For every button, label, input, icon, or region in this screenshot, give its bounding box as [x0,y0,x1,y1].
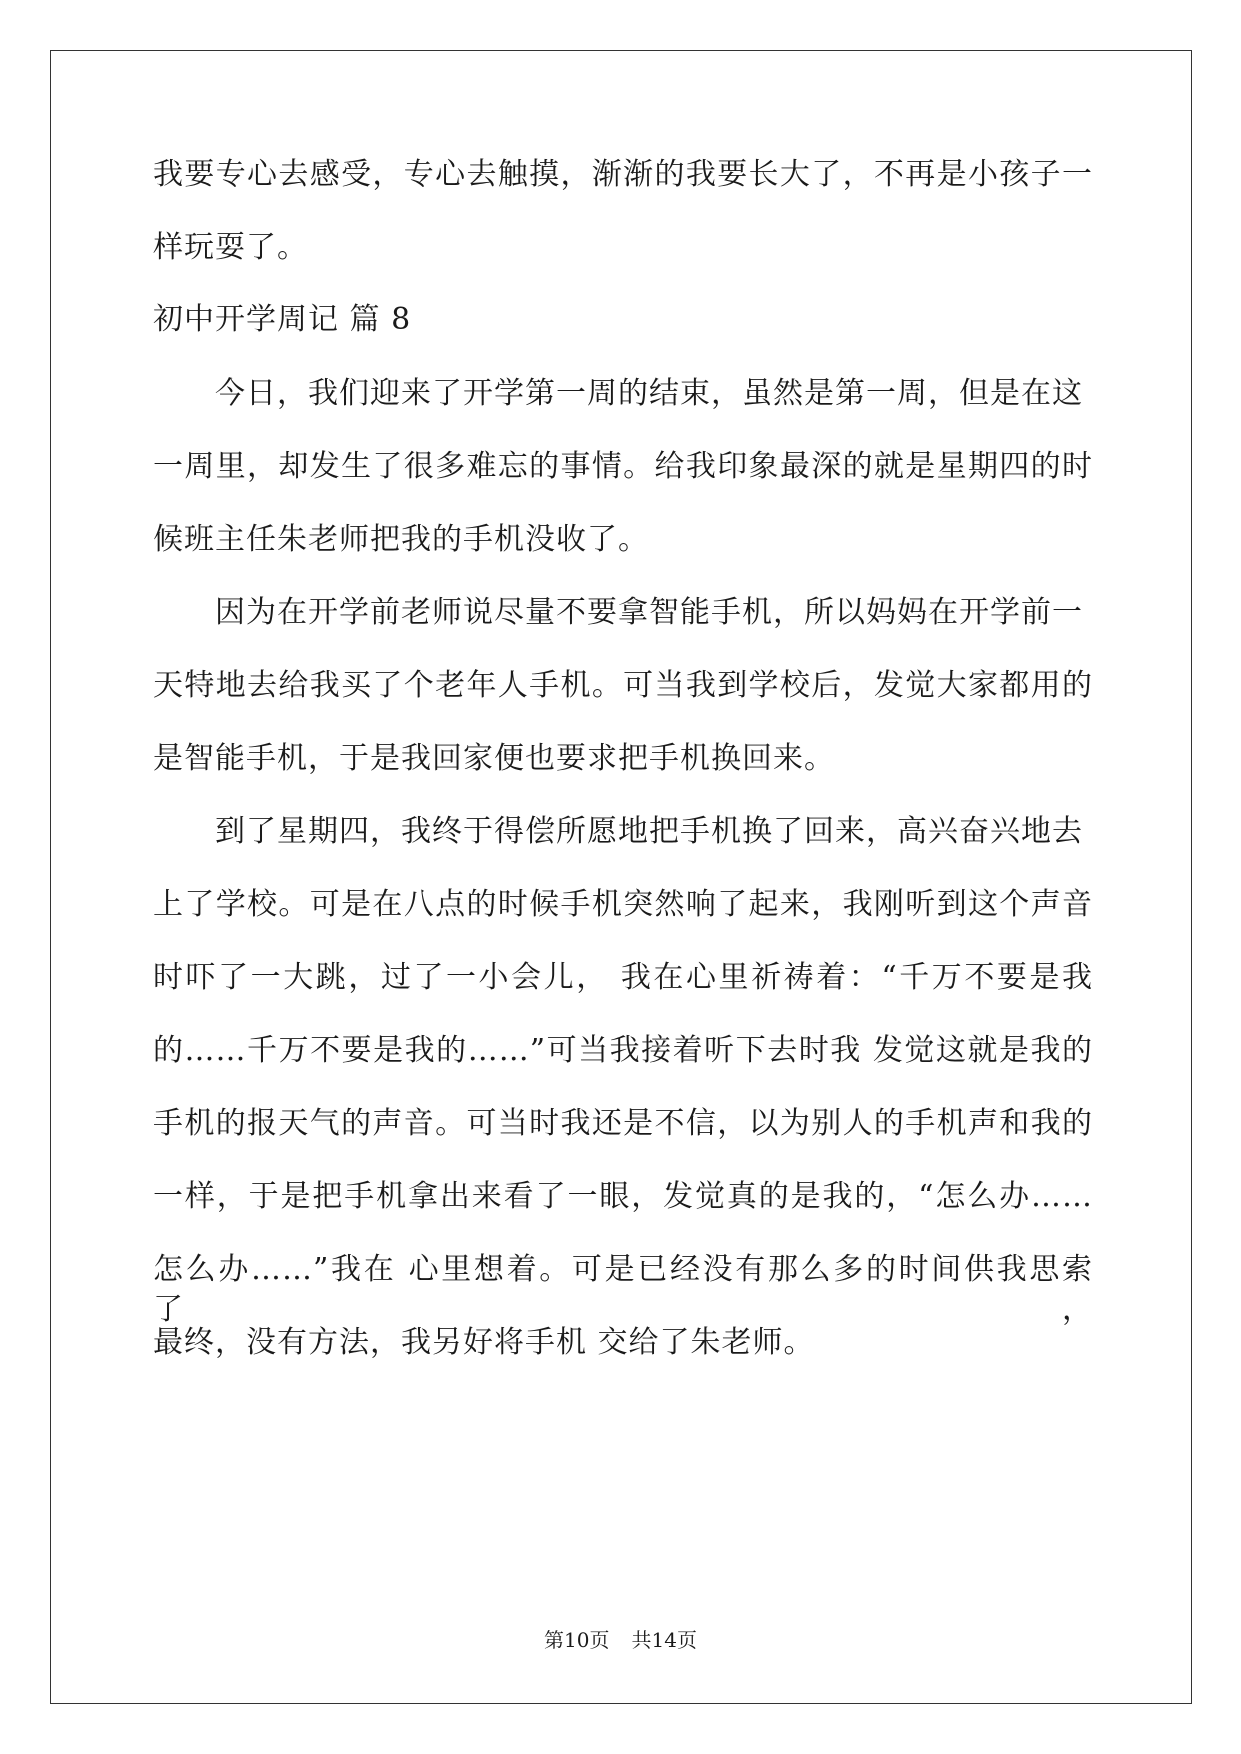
text-line: 时吓了一大跳，过了一小会儿， 我在心里祈祷着：“千万不要是我 [153,960,1093,995]
text-line: 怎么办……”我在 心里想着。可是已经没有那么多的时间供我思索了， [153,1252,1093,1327]
text-line: 最终，没有方法，我另好将手机 交给了朱老师。 [153,1325,815,1360]
text-line: 一样，于是把手机拿出来看了一眼，发觉真的是我的，“怎么办…… [153,1179,1093,1214]
text-line: 的……千万不要是我的……”可当我接着听下去时我 发觉这就是我的 [153,1033,1093,1068]
text-line: 我要专心去感受，专心去触摸，渐渐的我要长大了，不再是小孩子一 [153,157,1093,192]
paragraph-first-line: 到了星期四，我终于得偿所愿地把手机换了回来，高兴奋兴地去 [215,814,1083,849]
text-line: 是智能手机，于是我回家便也要求把手机换回来。 [153,741,835,776]
section-heading: 初中开学周记 篇 8 [153,302,412,337]
page-border [50,50,1192,1704]
paragraph-first-line: 今日，我们迎来了开学第一周的结束，虽然是第一周，但是在这 [215,376,1083,411]
page-footer [0,1628,1241,1652]
text-line: 一周里，却发生了很多难忘的事情。给我印象最深的就是星期四的时 [153,449,1093,484]
paragraph-first-line: 因为在开学前老师说尽量不要拿智能手机，所以妈妈在开学前一 [215,595,1083,630]
text-line: 样玩耍了。 [153,230,308,265]
text-line: 手机的报天气的声音。可当时我还是不信，以为别人的手机声和我的 [153,1106,1093,1141]
text-line: 候班主任朱老师把我的手机没收了。 [153,522,649,557]
text-line: 天特地去给我买了个老年人手机。可当我到学校后，发觉大家都用的 [153,668,1093,703]
page-number: 第10页 [544,1628,610,1652]
page-total: 共14页 [631,1628,697,1652]
text-line: 上了学校。可是在八点的时候手机突然响了起来，我刚听到这个声音 [153,887,1093,922]
